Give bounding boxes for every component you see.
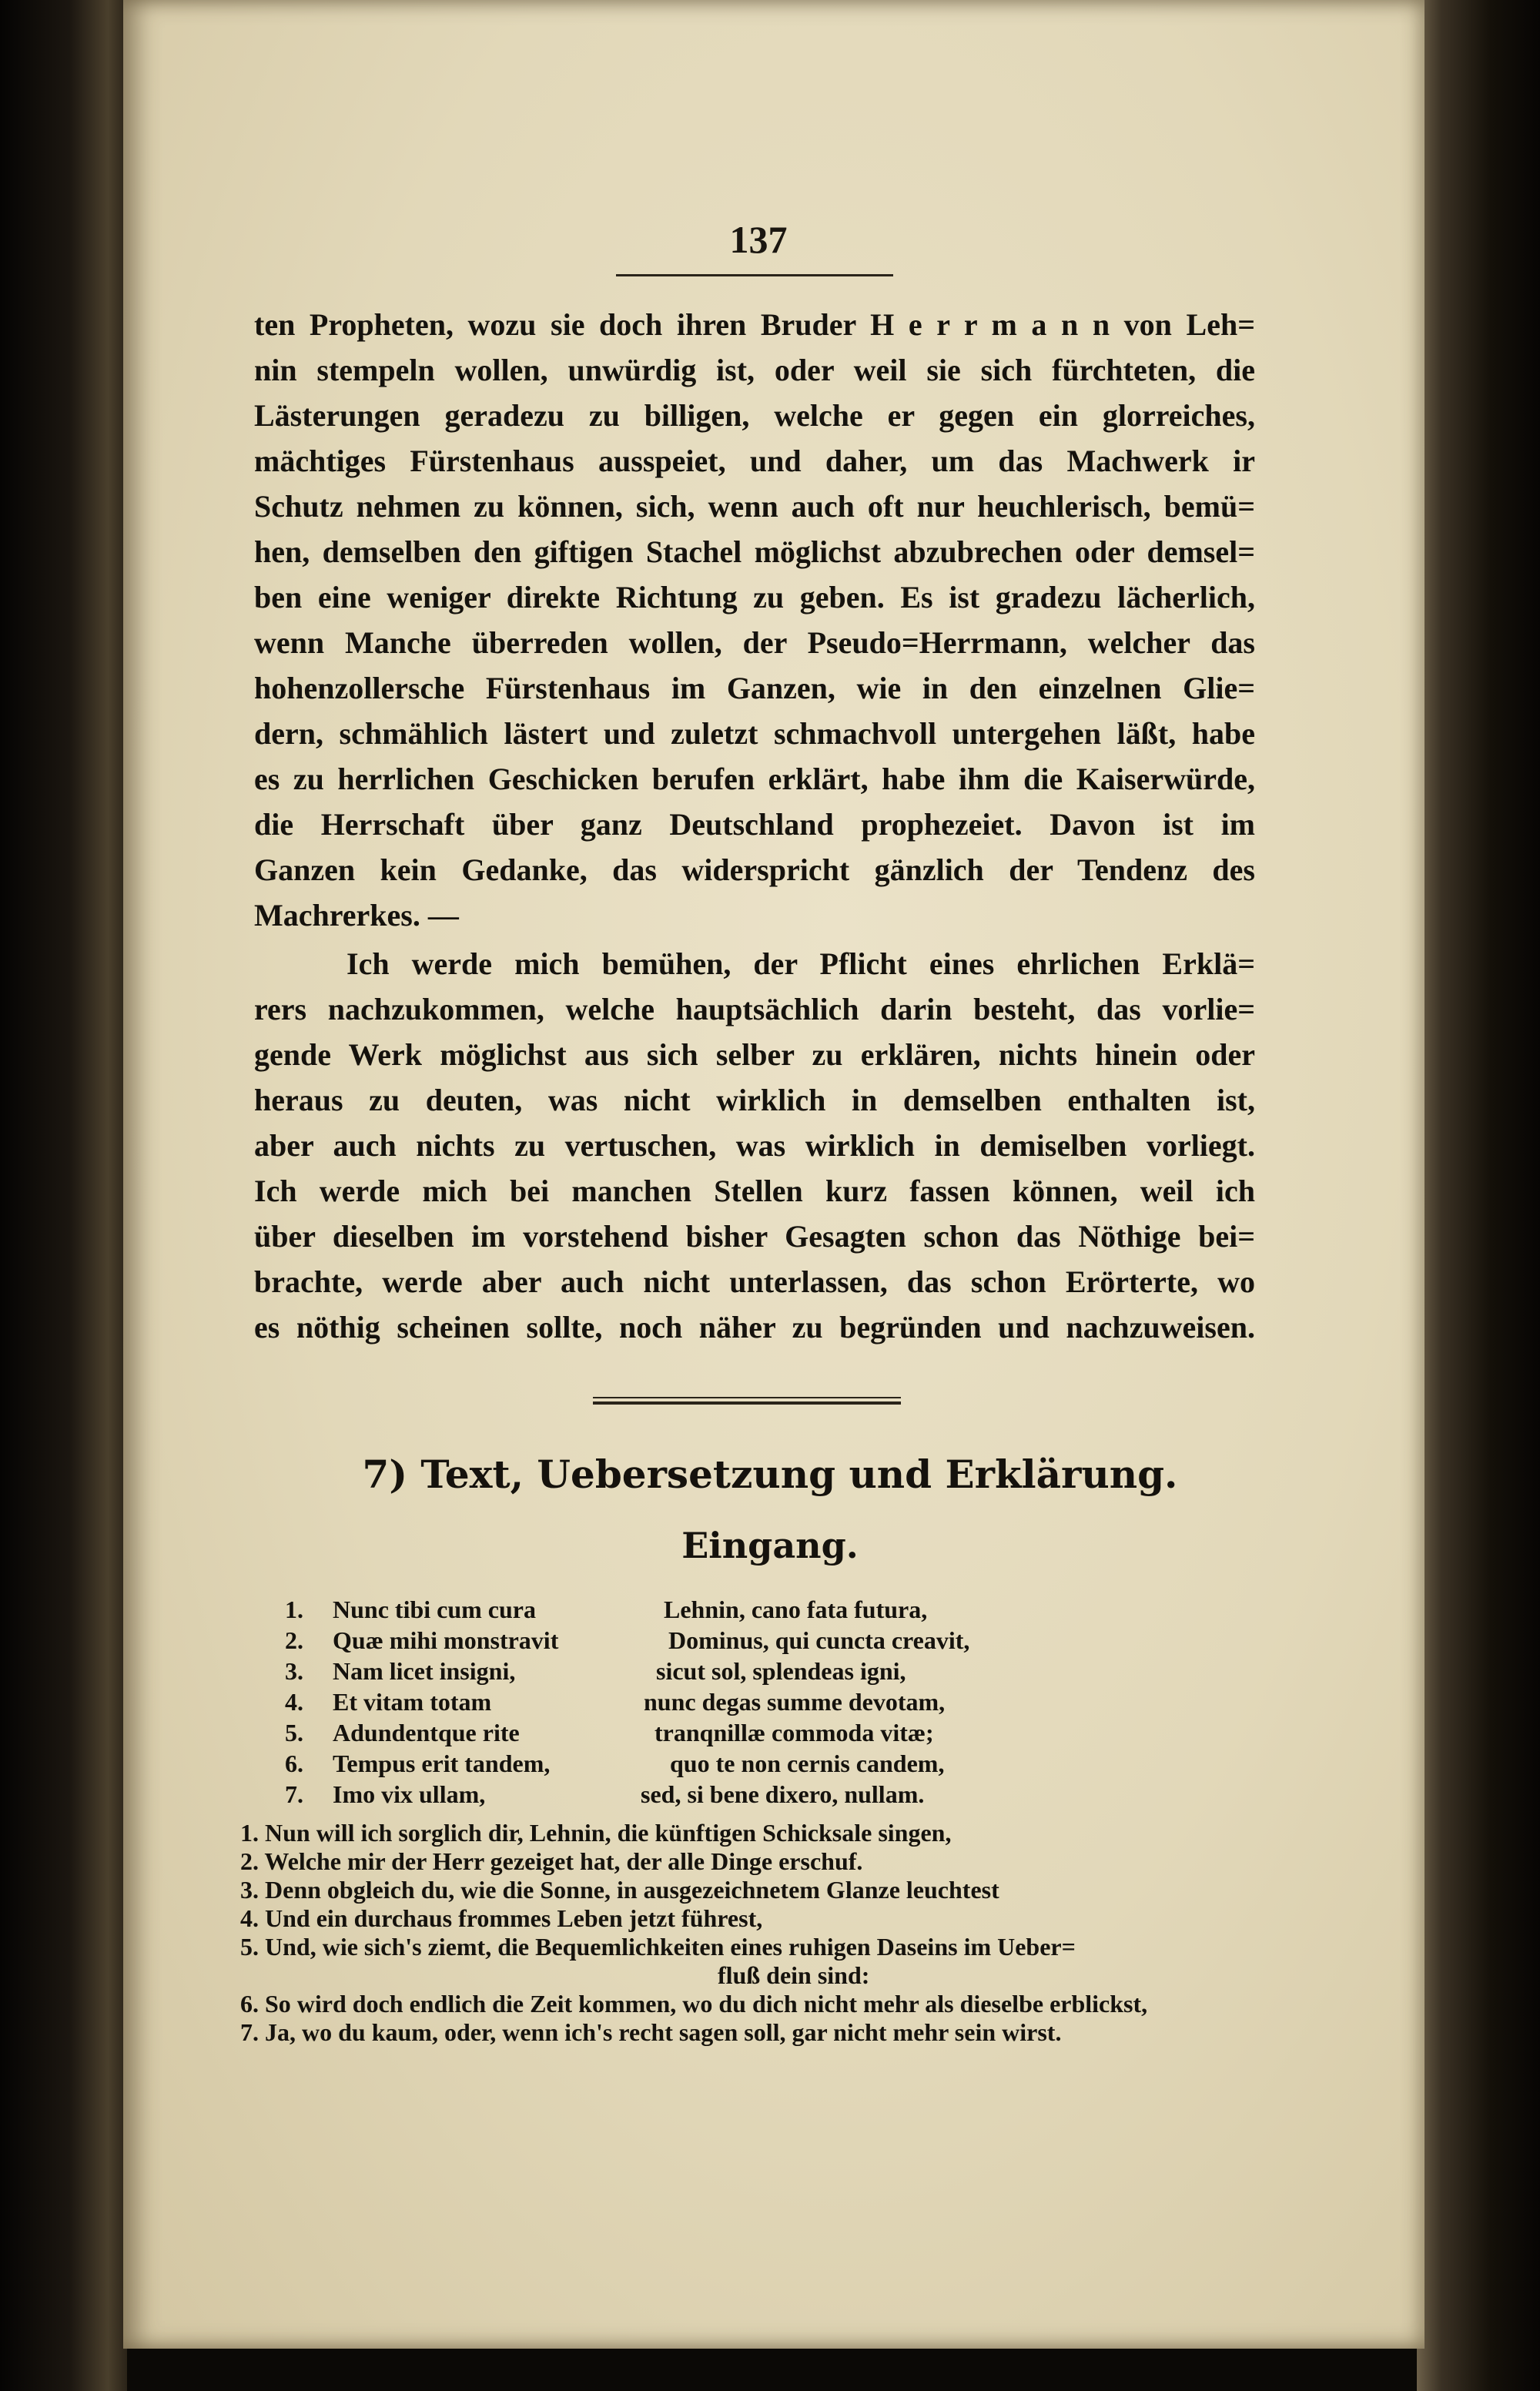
verse-row xyxy=(285,1748,969,1779)
verse-row xyxy=(285,1656,969,1686)
verse-second-half: quo te non cernis candem, xyxy=(670,1750,945,1777)
verse-second-half: tranqnillæ commoda vitæ; xyxy=(654,1719,934,1746)
translation-line: 3. Denn obgleich du, wie die Sonne, in ausgezeichnetem Glanze leuchtest xyxy=(240,1876,999,1904)
translation-line: 2. Welche mir der Herr gezeiget hat, der alle Dinge erschuf. xyxy=(240,1847,863,1875)
verse-number: 4. xyxy=(285,1688,303,1716)
text-line: Schutz nehmen zu können, sich, wenn auch oft nur heuchlerisch, bemü= xyxy=(254,489,1255,524)
verse-first-half: Nam licet insigni, xyxy=(333,1657,516,1685)
book-spine-shadow xyxy=(0,0,127,2391)
paragraph-2 xyxy=(254,941,1255,1350)
translation-line-continuation: fluß dein sind: xyxy=(718,1961,870,1989)
text-line: ben eine weniger direkte Richtung zu geben. Es ist gradezu lächerlich, xyxy=(254,580,1255,614)
verse-row xyxy=(285,1686,969,1717)
verse-number: 6. xyxy=(285,1750,303,1777)
verse-number: 2. xyxy=(285,1626,303,1654)
translation-line: 4. Und ein durchaus frommes Leben jetzt führest, xyxy=(240,1904,763,1932)
header-rule xyxy=(616,274,893,276)
text-line: die Herrschaft über ganz Deutschland prophezeiet. Davon ist im xyxy=(254,807,1255,842)
text-line: nin stempeln wollen, unwürdig ist, oder weil sie sich fürchteten, die xyxy=(254,353,1255,387)
section-heading: 7) Text, Uebersetzung und Erklärung. xyxy=(362,1452,1178,1497)
text-line: es nöthig scheinen sollte, noch näher zu begründen und nachzuweisen. xyxy=(254,1310,1255,1345)
translation-line: 1. Nun will ich sorglich dir, Lehnin, die künftigen Schicksale singen, xyxy=(240,1819,952,1847)
text-line: brachte, werde aber auch nicht unterlassen, das schon Erörterte, wo xyxy=(254,1264,1255,1299)
verse-first-half: Et vitam totam xyxy=(333,1688,492,1716)
verse-second-half: nunc degas summe devotam, xyxy=(644,1688,946,1716)
verse-number: 3. xyxy=(285,1657,303,1685)
translation-line: 5. Und, wie sich's ziemt, die Bequemlichkeiten eines ruhigen Daseins im Ueber= xyxy=(240,1933,1076,1961)
text-line: es zu herrlichen Geschicken berufen erklärt, habe ihm die Kaiserwürde, xyxy=(254,762,1255,796)
text-line: aber auch nichts zu vertuschen, was wirklich in demiselben vorliegt. xyxy=(254,1128,1255,1163)
subheading: Eingang. xyxy=(681,1525,859,1566)
latin-verses xyxy=(285,1594,969,1810)
translation-line: 6. So wird doch endlich die Zeit kommen, wo du dich nicht mehr als dieselbe erblickst, xyxy=(240,1990,1148,2018)
verse-row xyxy=(285,1625,969,1656)
text-line: heraus zu deuten, was nicht wirklich in demselben enthalten ist, xyxy=(254,1083,1255,1117)
verse-second-half: Dominus, qui cuncta creavit, xyxy=(668,1626,970,1654)
verse-first-half: Quæ mihi monstravit xyxy=(333,1626,559,1654)
text-line: Ganzen kein Gedanke, das widerspricht gänzlich der Tendenz des xyxy=(254,852,1255,887)
verse-first-half: Tempus erit tandem, xyxy=(333,1750,551,1777)
german-translation xyxy=(240,1819,1264,2047)
verse-row xyxy=(285,1717,969,1748)
verse-first-half: Imo vix ullam, xyxy=(333,1780,486,1808)
text-line: rers nachzukommen, welche hauptsächlich darin besteht, das vorlie= xyxy=(254,992,1255,1026)
text-line: hen, demselben den giftigen Stachel möglichst abzubrechen oder demsel= xyxy=(254,534,1255,569)
verse-number: 1. xyxy=(285,1596,303,1623)
text-line: dern, schmählich lästert und zuletzt schmachvoll untergehen läßt, habe xyxy=(254,716,1255,751)
text-line: wenn Manche überreden wollen, der Pseudo=Herrmann, welcher das xyxy=(254,625,1255,660)
page-edges xyxy=(1417,0,1540,2391)
verse-first-half: Adundentque rite xyxy=(333,1719,520,1746)
verse-second-half: sed, si bene dixero, nullam. xyxy=(641,1780,925,1808)
verse-number: 7. xyxy=(285,1780,303,1808)
text-line: Lästerungen geradezu zu billigen, welche er gegen ein glorreiches, xyxy=(254,398,1255,433)
verse-second-half: Lehnin, cano fata futura, xyxy=(664,1596,928,1623)
translation-line: 7. Ja, wo du kaum, oder, wenn ich's recht sagen soll, gar nicht mehr sein wirst. xyxy=(240,2018,1062,2046)
verse-row xyxy=(285,1779,969,1810)
text-line: ten Propheten, wozu sie doch ihren Bruder H e r r m a n n von Leh= xyxy=(254,307,1255,342)
text-line: Machrerkes. — xyxy=(254,898,459,933)
text-line: hohenzollersche Fürstenhaus im Ganzen, wie in den einzelnen Glie= xyxy=(254,671,1255,705)
verse-second-half: sicut sol, splendeas igni, xyxy=(656,1657,906,1685)
paragraph-1 xyxy=(254,302,1255,938)
section-divider xyxy=(593,1397,901,1405)
text-line: gende Werk möglichst aus sich selber zu erklären, nichts hinein oder xyxy=(254,1037,1255,1072)
text-line: Ich werde mich bei manchen Stellen kurz fassen können, weil ich xyxy=(254,1174,1255,1208)
page-number: 137 xyxy=(729,218,788,261)
verse-first-half: Nunc tibi cum cura xyxy=(333,1596,536,1623)
verse-row xyxy=(285,1594,969,1625)
verse-number: 5. xyxy=(285,1719,303,1746)
text-line: mächtiges Fürstenhaus ausspeiet, und daher, um das Machwerk ir xyxy=(254,444,1255,478)
text-line: Ich werde mich bemühen, der Pflicht eines ehrlichen Erklä= xyxy=(346,946,1255,981)
text-line: über dieselben im vorstehend bisher Gesagten schon das Nöthige bei= xyxy=(254,1219,1255,1254)
